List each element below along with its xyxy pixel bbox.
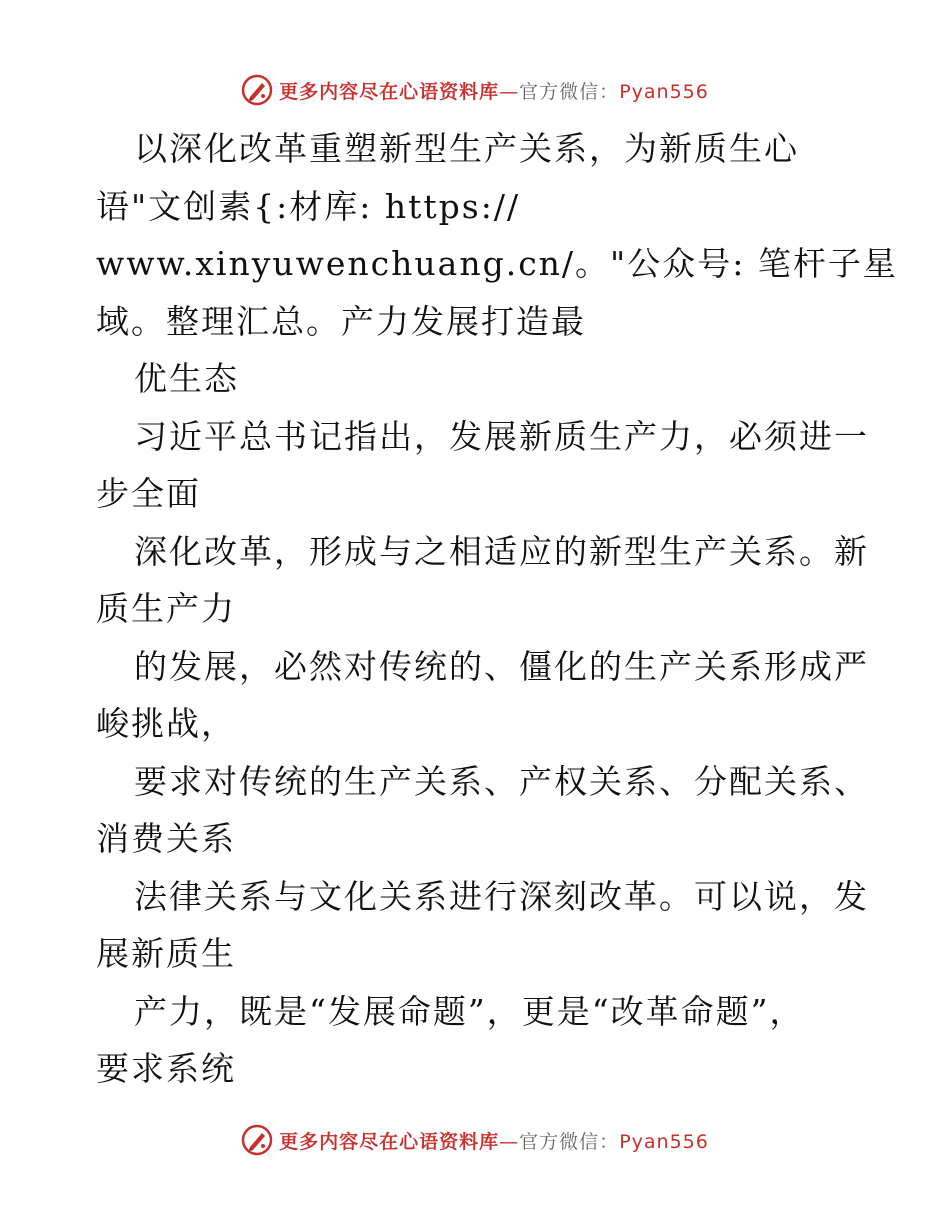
footer-banner-id: Pyan556 xyxy=(619,1130,709,1153)
pen-logo-icon xyxy=(241,1124,273,1156)
header-banner-dash: — xyxy=(499,80,520,103)
body-line: 域。整理汇总。产力发展打造最 xyxy=(96,301,586,341)
footer-banner-main: 更多内容尽在心语资料库 xyxy=(279,1130,500,1153)
body-line: 优生态 xyxy=(134,359,239,398)
body-line: 深化改革，形成与之相适应的新型生产关系。新 xyxy=(134,531,869,571)
footer-banner-inner xyxy=(241,1124,709,1156)
body-line: 要求系统 xyxy=(96,1049,236,1088)
header-banner-wechat: 官方微信： xyxy=(519,80,620,103)
body-line: 要求对传统的生产关系、产权关系、分配关系、 xyxy=(134,761,869,801)
body-line: 语"文创素{:材库: https:// xyxy=(96,186,521,226)
header-banner xyxy=(0,70,950,110)
header-banner-inner xyxy=(241,74,709,106)
footer-banner-wechat: 官方微信： xyxy=(519,1130,620,1153)
body-line: 步全面 xyxy=(96,474,201,513)
body-line: 法律关系与文化关系进行深刻改革。可以说，发 xyxy=(134,876,869,916)
footer-banner-text xyxy=(279,1127,709,1154)
body-line: 以深化改革重塑新型生产关系，为新质生心 xyxy=(134,129,799,168)
pen-logo-icon xyxy=(241,74,273,106)
header-banner-text xyxy=(279,77,709,104)
footer-banner-dash: — xyxy=(499,1130,520,1153)
header-banner-main: 更多内容尽在心语资料库 xyxy=(279,80,500,103)
body-line: 产力，既是“发展命题”，更是“改革命题”， xyxy=(134,991,805,1031)
body-line: 习近平总书记指出，发展新质生产力，必须进一 xyxy=(134,416,869,456)
body-line: 展新质生 xyxy=(96,934,236,973)
body-line: 峻挑战， xyxy=(96,704,236,743)
header-banner-id: Pyan556 xyxy=(619,80,709,103)
body-line: 消费关系 xyxy=(96,819,236,858)
body-line: www.xinyuwenchuang.cn/。"公众号: 笔杆子星 xyxy=(96,244,898,283)
document-body xyxy=(96,120,898,1098)
body-line: 质生产力 xyxy=(96,589,236,628)
body-line: 的发展，必然对传统的、僵化的生产关系形成严 xyxy=(134,646,869,686)
footer-banner xyxy=(0,1120,950,1160)
